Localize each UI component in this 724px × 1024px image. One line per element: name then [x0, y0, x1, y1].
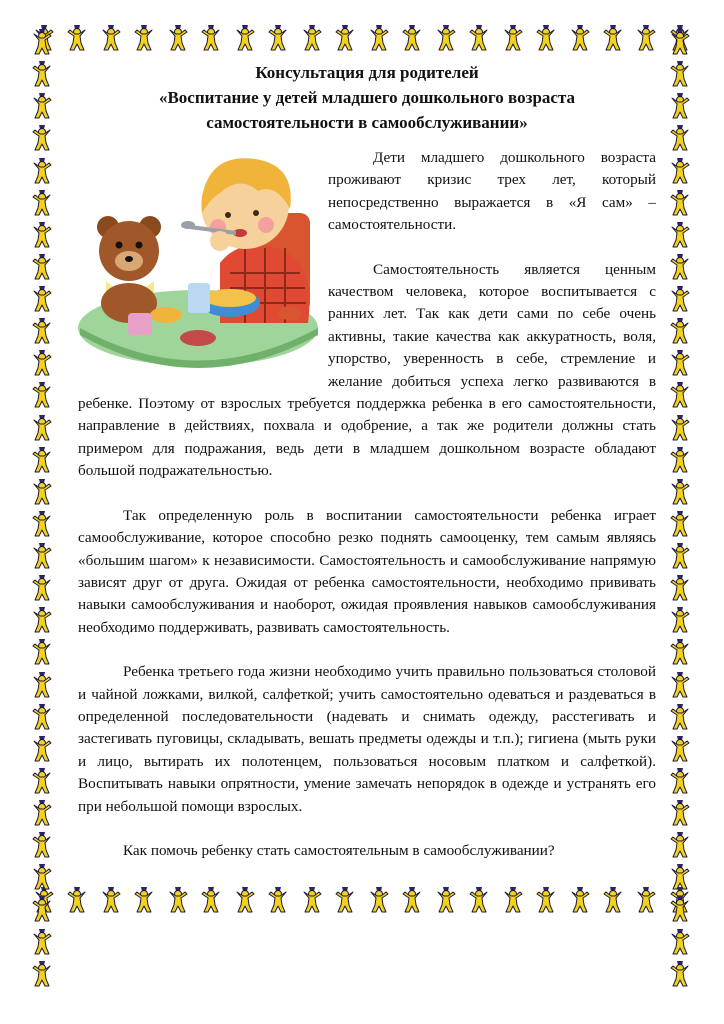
dancing-figure-icon — [501, 24, 525, 52]
dancing-figure-icon — [668, 895, 692, 923]
dancing-figure-icon — [300, 886, 324, 914]
dancing-figure-icon — [668, 863, 692, 891]
paragraph-5: Как помочь ребенку стать самостоятельным в самообслуживании? — [123, 841, 555, 859]
dancing-figure-icon — [30, 92, 54, 120]
dancing-figure-icon — [266, 886, 290, 914]
intro-block — [78, 147, 656, 483]
dancing-figure-icon — [668, 124, 692, 152]
dancing-figure-icon — [166, 886, 190, 914]
dancing-figure-icon — [30, 28, 54, 56]
dancing-figure-icon — [668, 446, 692, 474]
dancing-figure-icon — [99, 24, 123, 52]
dancing-figure-icon — [30, 189, 54, 217]
dancing-figure-icon — [668, 703, 692, 731]
doc-title-line2: «Воспитание у детей младшего дошкольного возраста — [158, 88, 576, 107]
dancing-figure-icon — [668, 928, 692, 956]
dancing-figure-icon — [30, 285, 54, 313]
dancing-figure-icon — [668, 606, 692, 634]
dancing-figure-icon — [132, 886, 156, 914]
doc-title-line1: Консультация для родителей — [255, 63, 479, 82]
dancing-figure-icon — [30, 831, 54, 859]
dancing-figure-icon — [668, 831, 692, 859]
dancing-figure-icon — [30, 317, 54, 345]
dancing-figure-icon — [668, 960, 692, 988]
dancing-figure-icon — [333, 24, 357, 52]
dancing-figure-icon — [30, 381, 54, 409]
dancing-figure-icon — [400, 886, 424, 914]
dancing-figure-icon — [634, 24, 658, 52]
dancing-figure-icon — [65, 886, 89, 914]
dancing-figure-icon — [668, 92, 692, 120]
dancing-figure-icon — [601, 24, 625, 52]
dancing-figure-icon — [30, 510, 54, 538]
dancing-figure-icon — [30, 124, 54, 152]
dancing-figure-icon — [601, 886, 625, 914]
dancing-figure-icon — [30, 221, 54, 249]
dancing-figure-icon — [367, 886, 391, 914]
paragraph-4: Ребенка третьего года жизни необходимо учить правильно пользоваться столовой и чайной ложками, вилкой, салфеткой; учить самостоятельно одеваться и раздеваться в определенной последовательности (надевать и снимать одежду, расстегивать и застегивать пуговицы, складывать, вешать предметы одежды и т.п.); гигиена (мыть руки и лицо, вытирать их полотенцем, пользоваться носовым платком и салфеткой). Воспитывать навыки опрятности, умение замечать непорядок в одежде и устранять его при небольшой помощи взрослых. — [78, 663, 656, 815]
dancing-figure-icon — [30, 671, 54, 699]
dancing-figure-icon — [668, 189, 692, 217]
dancing-figure-icon — [568, 24, 592, 52]
dancing-figure-icon — [434, 886, 458, 914]
dancing-figure-icon — [434, 24, 458, 52]
dancing-figure-icon — [668, 767, 692, 795]
dancing-figure-icon — [668, 414, 692, 442]
dancing-figure-icon — [30, 735, 54, 763]
dancing-figure-icon — [333, 886, 357, 914]
dancing-figure-icon — [30, 863, 54, 891]
dancing-figure-icon — [634, 886, 658, 914]
dancing-figure-icon — [30, 574, 54, 602]
dancing-figure-icon — [30, 60, 54, 88]
dancing-figure-icon — [467, 886, 491, 914]
dancing-figure-icon — [501, 886, 525, 914]
paragraph-1: Дети младшего дошкольного возраста проживают кризис трех лет, который непосредственно выражается в «Я сам» – самостоятельности. — [328, 149, 656, 234]
dancing-figure-icon — [668, 285, 692, 313]
dancing-figure-icon — [668, 671, 692, 699]
dancing-figure-icon — [99, 886, 123, 914]
dancing-figure-icon — [199, 24, 223, 52]
dancing-figure-icon — [30, 638, 54, 666]
dancing-figure-icon — [30, 895, 54, 923]
dancing-figure-icon — [668, 542, 692, 570]
dancing-figure-icon — [30, 478, 54, 506]
dancing-figure-icon — [668, 381, 692, 409]
dancing-figure-icon — [668, 574, 692, 602]
dancing-figure-icon — [467, 24, 491, 52]
dancing-figure-icon — [668, 349, 692, 377]
dancing-figure-icon — [300, 24, 324, 52]
dancing-figure-icon — [668, 317, 692, 345]
border-bottom-row — [32, 886, 692, 914]
dancing-figure-icon — [668, 478, 692, 506]
dancing-figure-icon — [668, 799, 692, 827]
dancing-figure-icon — [668, 510, 692, 538]
dancing-figure-icon — [668, 28, 692, 56]
dancing-figure-icon — [30, 446, 54, 474]
dancing-figure-icon — [199, 886, 223, 914]
dancing-figure-icon — [568, 886, 592, 914]
document-body — [78, 60, 656, 862]
dancing-figure-icon — [30, 703, 54, 731]
dancing-figure-icon — [30, 960, 54, 988]
dancing-figure-icon — [233, 886, 257, 914]
dancing-figure-icon — [30, 799, 54, 827]
dancing-figure-icon — [367, 24, 391, 52]
dancing-figure-icon — [266, 24, 290, 52]
dancing-figure-icon — [400, 24, 424, 52]
dancing-figure-icon — [30, 542, 54, 570]
dancing-figure-icon — [65, 24, 89, 52]
dancing-figure-icon — [30, 414, 54, 442]
dancing-figure-icon — [30, 157, 54, 185]
dancing-figure-icon — [132, 24, 156, 52]
dancing-figure-icon — [534, 886, 558, 914]
paragraph-3: Так определенную роль в воспитании самостоятельности ребенка играет самообслуживание, которое способно резко поднять самооценку, тем самым являясь «большим шагом» к независимости. Самостоятельность и самообслуживание напрямую зависят друг от друга. Ожидая от ребенка самостоятельности, необходимо прививать навыки самообслуживания и наоборот, ожидая проявления навыков самообслуживания необходимо поддерживать, развивать самостоятельность. — [78, 506, 656, 636]
child-eating-with-teddy-bear-icon — [70, 153, 320, 371]
dancing-figure-icon — [668, 735, 692, 763]
dancing-figure-icon — [534, 24, 558, 52]
paragraph-2: Самостоятельность является ценным качеством человека, которое воспитывается с ранних лет. Так как дети сами по себе очень активны, такие качества как аккуратность, воля, упорство, уверенность в себе, стремление и желание добиться успеха легко развиваются в ребенке. Поэтому от взрослых требуется поддержка ребенка в его самостоятельности, направление в действиях, похвала и одобрение, а так же родители должны стать примером для подражания, ведь дети в младшем дошкольном возрасте обладают большой подражательностью. — [78, 260, 656, 480]
dancing-figure-icon — [668, 253, 692, 281]
dancing-figure-icon — [668, 221, 692, 249]
dancing-figure-icon — [30, 253, 54, 281]
dancing-figure-icon — [30, 767, 54, 795]
dancing-figure-icon — [233, 24, 257, 52]
dancing-figure-icon — [30, 606, 54, 634]
dancing-figure-icon — [30, 349, 54, 377]
dancing-figure-icon — [166, 24, 190, 52]
dancing-figure-icon — [668, 60, 692, 88]
doc-title-line3: самостоятельности в самообслуживании» — [206, 113, 528, 132]
dancing-figure-icon — [30, 928, 54, 956]
border-left — [30, 28, 56, 988]
dancing-figure-icon — [668, 157, 692, 185]
dancing-figure-icon — [668, 638, 692, 666]
border-right — [668, 28, 694, 988]
border-top — [32, 24, 692, 52]
